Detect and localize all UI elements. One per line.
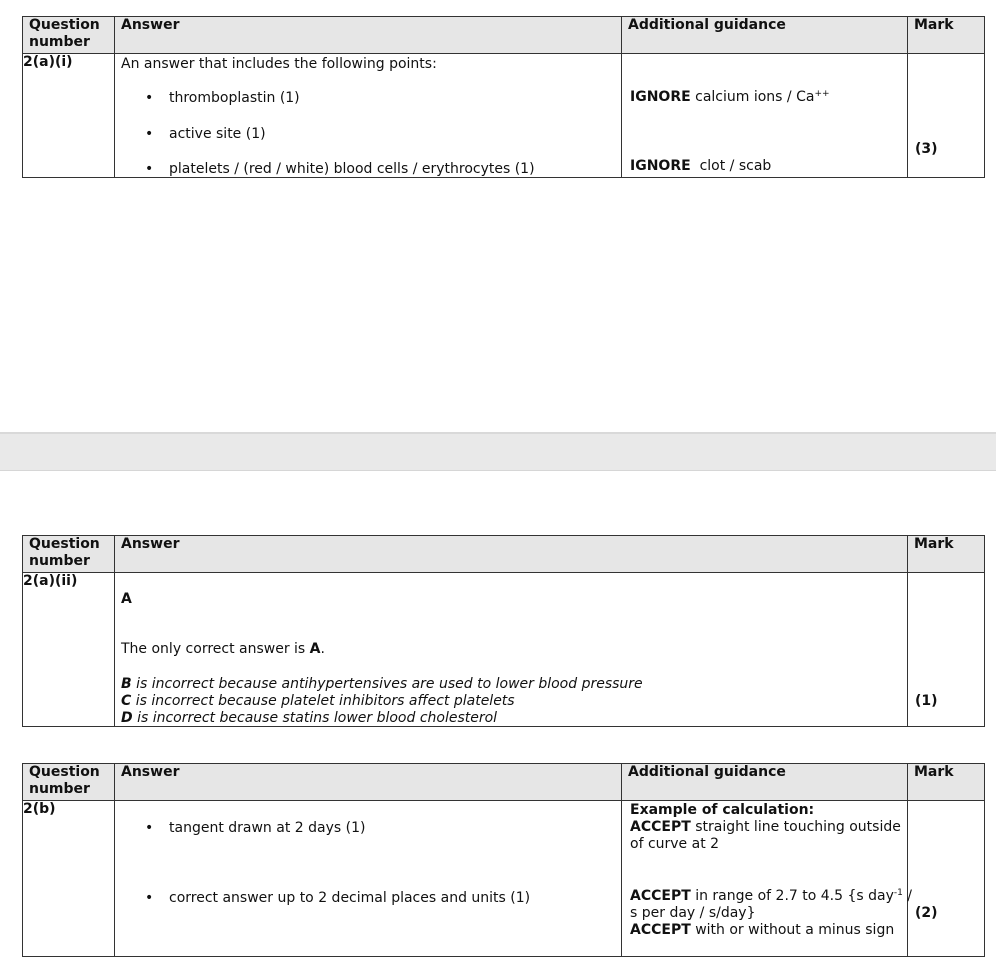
guidance-line: s per day / s/day} [630,905,756,921]
guidance-cell [622,54,908,178]
table-row [23,801,985,957]
guidance-keyword: IGNORE [630,89,691,105]
bullet-icon: • [145,161,154,177]
mark-cell [908,573,985,727]
guidance-keyword: ACCEPT [630,819,691,835]
guidance-text: straight line touching outside [690,819,901,835]
guidance-line [630,922,894,938]
guidance-text-end: / [902,888,913,904]
correct-answer-letter: A [309,641,321,657]
mark-scheme-table-2a-ii [22,535,985,727]
header-answer: Answer [115,536,908,573]
header-question-number: Question number [23,536,115,573]
guidance-text: in range of 2.7 to 4.5 {s day [690,888,894,904]
header-additional-guidance: Additional guidance [622,17,908,54]
answer-point: tangent drawn at 2 days (1) [169,820,366,836]
answer-cell [115,54,622,178]
option-letter: D [121,710,133,726]
header-additional-guidance: Additional guidance [622,764,908,801]
explanation-text: is incorrect because statins lower blood cholesterol [132,710,498,726]
table-row [23,573,985,727]
guidance-line [630,819,901,835]
guidance-line [630,888,912,904]
option-letter: C [121,693,132,709]
guidance-keyword: IGNORE [630,158,691,174]
incorrect-explanation [121,693,515,709]
guidance-line [630,89,830,105]
bullet-icon: • [145,820,154,836]
answer-cell [115,573,908,727]
answer-cell [115,801,622,957]
answer-point: platelets / (red / white) blood cells / erythrocytes (1) [169,161,535,177]
explanation-text: is incorrect because antihypertensives are used to lower blood pressure [131,676,643,692]
table-header-row [23,17,985,54]
bullet-icon: • [145,890,154,906]
header-question-number: Question number [23,764,115,801]
guidance-text: with or without a minus sign [690,922,895,938]
bullet-icon: • [145,90,154,106]
mark-value: (1) [915,693,938,709]
answer-letter: A [121,591,132,607]
guidance-line: of curve at 2 [630,836,720,852]
guidance-text: clot / scab [690,158,772,174]
guidance-keyword: ACCEPT [630,922,691,938]
question-number: 2(b) [23,801,115,957]
guidance-superscript: -1 [893,888,903,898]
question-number: 2(a)(i) [23,54,115,178]
correct-answer-text: The only correct answer is [121,641,310,657]
table-header-row [23,536,985,573]
correct-answer-end: . [320,641,325,657]
incorrect-explanation [121,710,497,726]
header-mark: Mark [908,536,985,573]
header-mark: Mark [908,17,985,54]
header-answer: Answer [115,764,622,801]
guidance-text: calcium ions / Ca [690,89,815,105]
mark-cell [908,801,985,957]
mark-cell [908,54,985,178]
answer-intro: An answer that includes the following points: [121,56,437,72]
guidance-keyword: ACCEPT [630,888,691,904]
mark-scheme-table-2b [22,763,985,957]
explanation-text: is incorrect because platelet inhibitors affect platelets [131,693,515,709]
header-mark: Mark [908,764,985,801]
option-letter: B [121,676,132,692]
mark-scheme-table-2a-i [22,16,985,178]
bullet-icon: • [145,126,154,142]
correct-answer-line [121,641,325,657]
mark-value: (3) [915,141,938,157]
table-row [23,54,985,178]
incorrect-explanation [121,676,643,692]
page-break-separator [0,432,996,471]
answer-point: thromboplastin (1) [169,90,300,106]
guidance-cell [622,801,913,957]
answer-point: active site (1) [169,126,266,142]
guidance-superscript: ++ [814,89,830,99]
answer-point: correct answer up to 2 decimal places and units (1) [169,890,531,906]
question-number: 2(a)(ii) [23,573,115,727]
mark-value: (2) [915,905,938,921]
guidance-line [630,158,771,174]
header-answer: Answer [115,17,622,54]
table-header-row [23,764,985,801]
header-question-number: Question number [23,17,115,54]
guidance-example-title: Example of calculation: [630,802,815,818]
